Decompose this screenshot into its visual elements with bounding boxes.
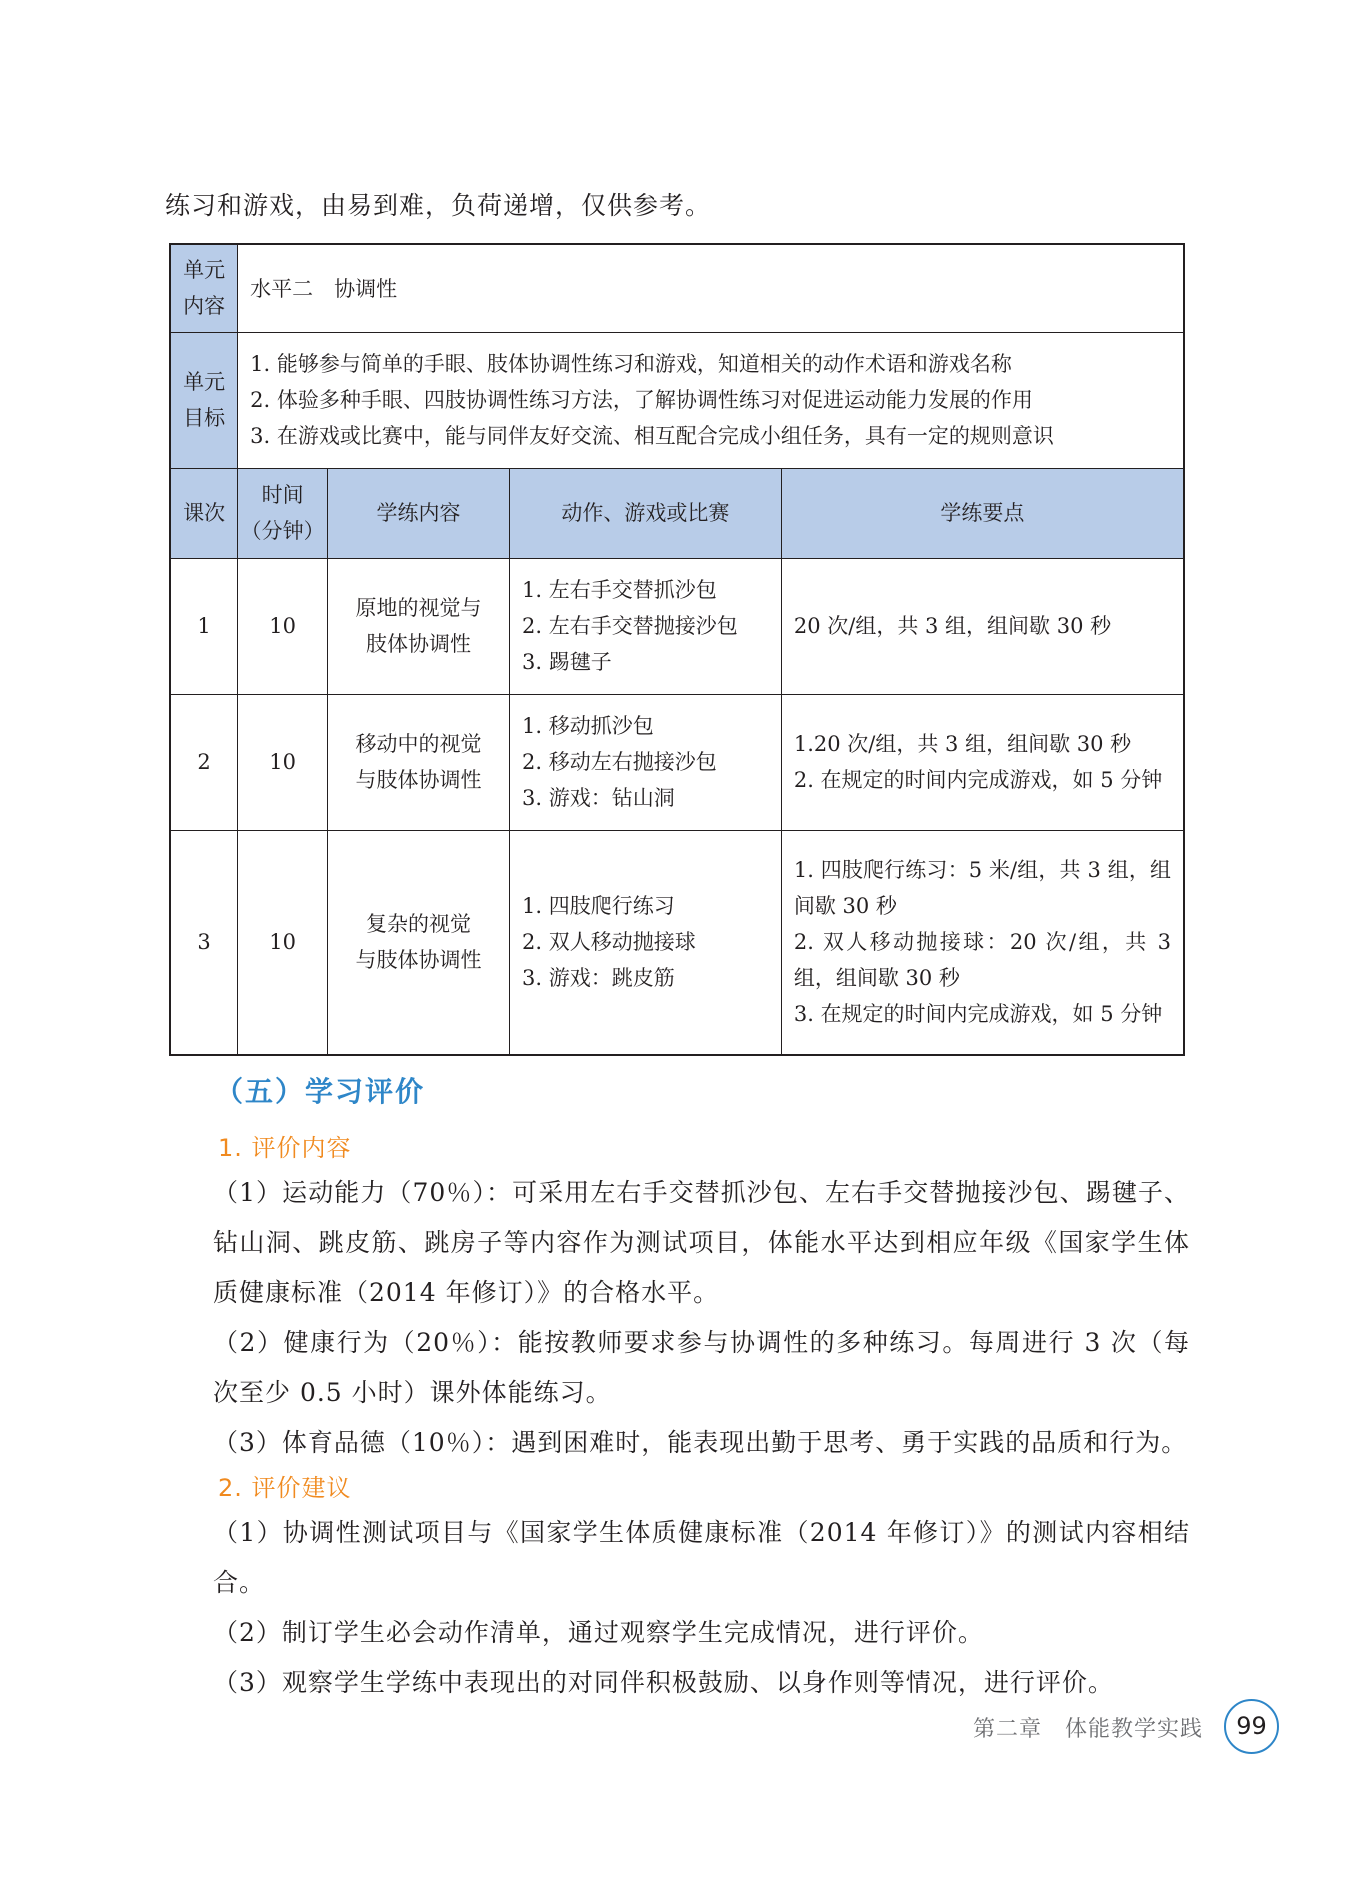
lesson-content: 复杂的视觉 与肢体协调性	[328, 830, 510, 1055]
eval-content-list	[165, 1168, 1190, 1468]
unit-goal-label: 单元 目标	[170, 332, 238, 468]
lesson-number: 2	[170, 694, 238, 830]
table-header-row	[170, 468, 1184, 558]
lesson-points: 1. 四肢爬行练习：5 米/组，共 3 组，组间歇 30 秒 2. 双人移动抛接球：20 次/组，共 3 组，组间歇 30 秒 3. 在规定的时间内完成游戏，如 5 分钟	[781, 830, 1184, 1055]
section-title: （五）学习评价	[215, 1075, 426, 1108]
header-points: 学练要点	[781, 468, 1184, 558]
lesson-points: 20 次/组，共 3 组，组间歇 30 秒	[781, 558, 1184, 694]
eval-content-item: （3）体育品德（10％）：遇到困难时，能表现出勤于思考、勇于实践的品质和行为。	[213, 1428, 1188, 1457]
lesson-number: 1	[170, 558, 238, 694]
table-row	[170, 830, 1184, 1055]
page-number: 99	[1224, 1699, 1279, 1754]
unit-goal-item: 1. 能够参与简单的手眼、肢体协调性练习和游戏，知道相关的动作术语和游戏名称	[250, 352, 1012, 376]
unit-plan-table	[169, 243, 1185, 1056]
unit-content-row	[170, 244, 1184, 332]
eval-suggestion-item: （3）观察学生学练中表现出的对同伴积极鼓励、以身作则等情况，进行评价。	[213, 1668, 1114, 1697]
unit-goals	[238, 332, 1184, 468]
lesson-number: 3	[170, 830, 238, 1055]
table-row	[170, 558, 1184, 694]
unit-content-value: 水平二 协调性	[238, 244, 1184, 332]
lesson-time: 10	[238, 558, 328, 694]
unit-goal-item: 3. 在游戏或比赛中，能与同伴友好交流、相互配合完成小组任务，具有一定的规则意识	[250, 424, 1054, 448]
unit-content-label: 单元 内容	[170, 244, 238, 332]
lesson-points: 1.20 次/组，共 3 组，组间歇 30 秒 2. 在规定的时间内完成游戏，如 5 分钟	[781, 694, 1184, 830]
eval-suggestions-heading: 2. 评价建议	[218, 1474, 352, 1502]
eval-suggestions-list	[165, 1508, 1190, 1708]
unit-goal-row	[170, 332, 1184, 468]
lesson-time: 10	[238, 830, 328, 1055]
header-time: 时间 （分钟）	[238, 468, 328, 558]
eval-suggestion-item: （1）协调性测试项目与《国家学生体质健康标准（2014 年修订）》的测试内容相结合。	[213, 1518, 1190, 1597]
header-activities: 动作、游戏或比赛	[509, 468, 781, 558]
header-content: 学练内容	[328, 468, 510, 558]
eval-content-item: （2）健康行为（20％）：能按教师要求参与协调性的多种练习。每周进行 3 次（每次至少 0.5 小时）课外体能练习。	[213, 1328, 1190, 1407]
table-row	[170, 694, 1184, 830]
lesson-content: 原地的视觉与 肢体协调性	[328, 558, 510, 694]
eval-content-item: （1）运动能力（70％）：可采用左右手交替抓沙包、左右手交替抛接沙包、踢毽子、钻山洞、跳皮筋、跳房子等内容作为测试项目，体能水平达到相应年级《国家学生体质健康标准（2014 年修订）》的合格水平。	[213, 1178, 1190, 1307]
lesson-activities: 1. 左右手交替抓沙包 2. 左右手交替抛接沙包 3. 踢毽子	[509, 558, 781, 694]
lesson-content: 移动中的视觉 与肢体协调性	[328, 694, 510, 830]
lesson-time: 10	[238, 694, 328, 830]
chapter-footer: 第二章 体能教学实践	[973, 1717, 1204, 1742]
lesson-activities: 1. 移动抓沙包 2. 移动左右抛接沙包 3. 游戏：钻山洞	[509, 694, 781, 830]
header-lesson: 课次	[170, 468, 238, 558]
intro-text: 练习和游戏，由易到难，负荷递增，仅供参考。	[165, 191, 712, 220]
lesson-activities: 1. 四肢爬行练习 2. 双人移动抛接球 3. 游戏：跳皮筋	[509, 830, 781, 1055]
eval-content-heading: 1. 评价内容	[218, 1134, 352, 1162]
eval-suggestion-item: （2）制订学生必会动作清单，通过观察学生完成情况，进行评价。	[213, 1618, 984, 1647]
unit-goal-item: 2. 体验多种手眼、四肢协调性练习方法，了解协调性练习对促进运动能力发展的作用	[250, 388, 1033, 412]
